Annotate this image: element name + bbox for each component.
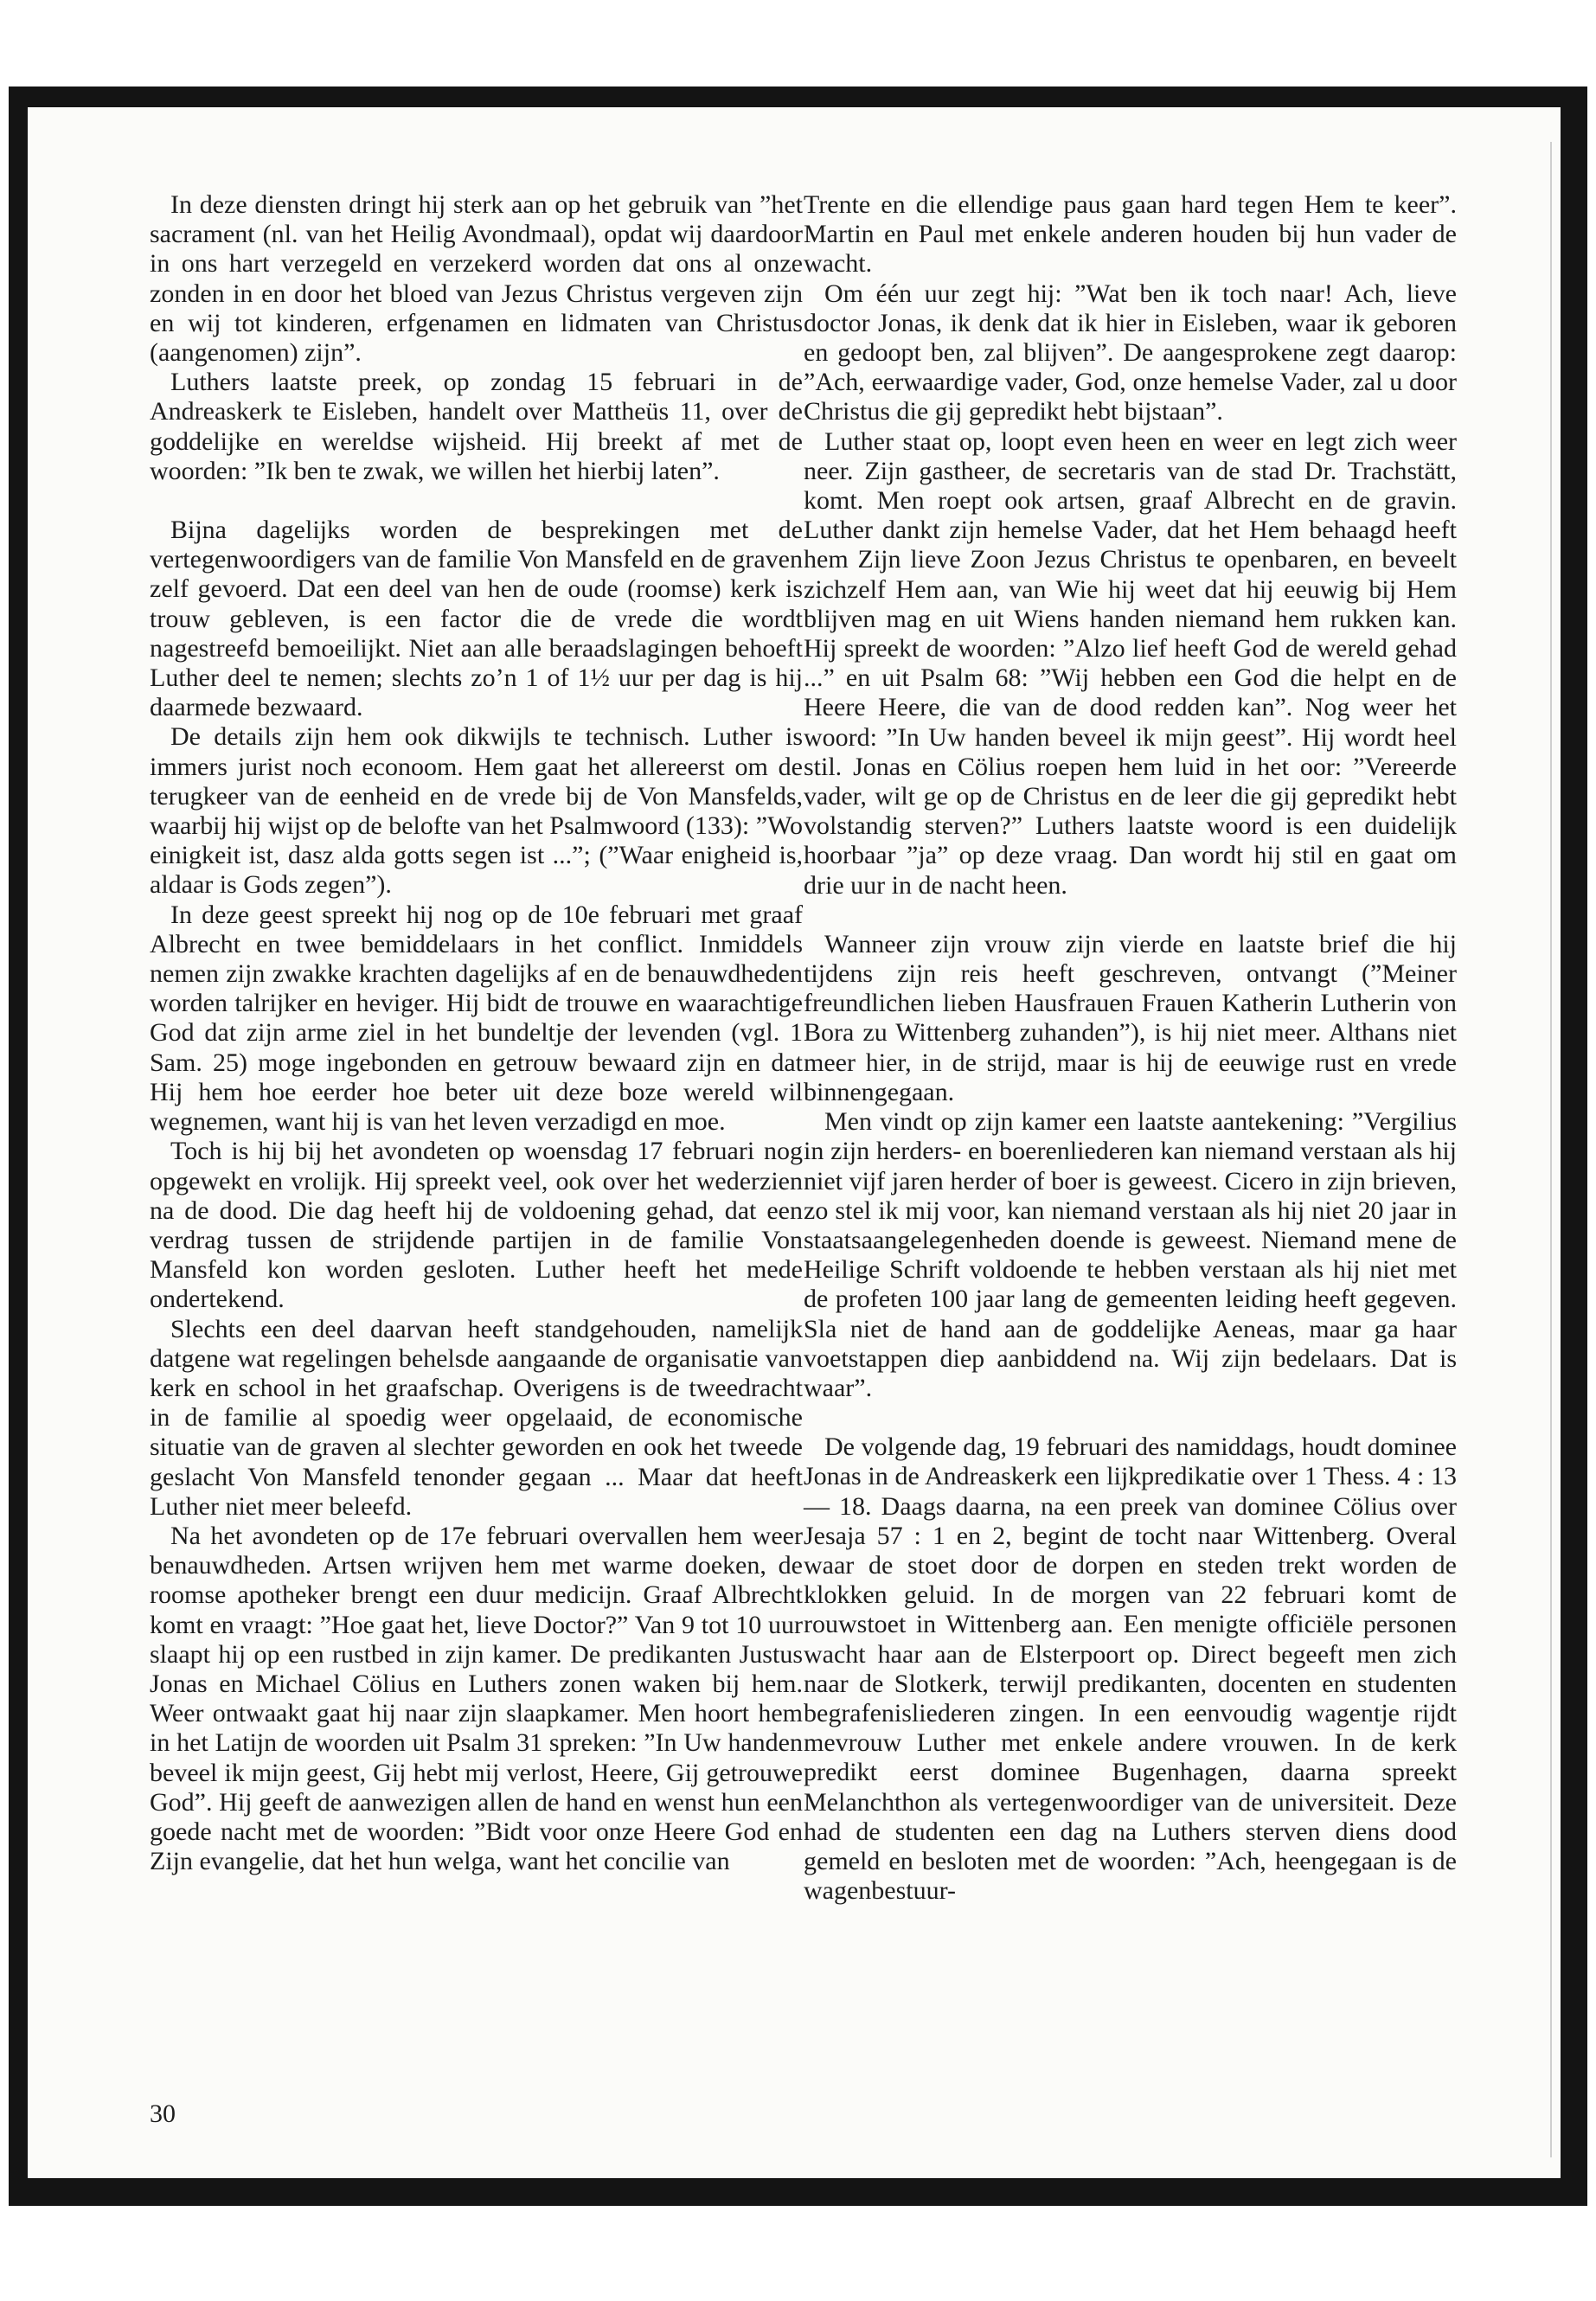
paragraph: In deze geest spreekt hij nog op de 10e februari met graaf Albrecht en twee bemiddelaars in het conflict. Inmiddels nemen zijn zwakke krachten dagelijks af en de benauwdheden worden talrijker en heviger. Hij bidt de trouwe en waarachtige God dat zijn arme ziel in het bundeltje der levenden (vgl. 1 Sam. 25) moge ingebonden en getrouw bewaard zijn en dat Hij hem hoe eerder hoe beter uit deze boze wereld wil wegnemen, want hij is van het leven verzadigd en moe.	[150, 900, 803, 1137]
paragraph: Slechts een deel daarvan heeft standgehouden, namelijk datgene wat regelingen behelsde aangaande de organisatie van kerk en school in het graafschap. Overigens is de tweedracht in de familie al spoedig weer opgelaaid, de economische situatie van de graven al slechter geworden en ook het tweede geslacht Von Mansfeld tenonder gegaan ... Maar dat heeft Luther niet meer beleefd.	[150, 1314, 803, 1521]
paragraph: Luthers laatste preek, op zondag 15 februari in de Andreaskerk te Eisleben, handelt over Mattheüs 11, over de goddelijke en wereldse wijsheid. Hij breekt af met de woorden: ”Ik ben te zwak, we willen het hierbij laten”.	[150, 368, 803, 485]
paragraph: Trente en die ellendige paus gaan hard tegen Hem te keer”. Martin en Paul met enkele anderen houden bij hun vader de wacht.	[804, 190, 1457, 279]
paragraph: De volgende dag, 19 februari des namiddags, houdt dominee Jonas in de Andreaskerk een lijkpredikatie over 1 Thess. 4 : 13 — 18. Daags daarna, na een preek van dominee Cölius over Jesaja 57 : 1 en 2, begint de tocht naar Wittenberg. Overal waar de stoet door de dorpen en steden trekt worden de klokken geluid. In de morgen van 22 februari komt de rouwstoet in Wittenberg aan. Een menigte officiële personen wacht haar aan de Elsterpoort op. Direct begeeft men zich naar de Slotkerk, terwijl predikanten, docenten en studenten begrafenisliederen zingen. In een eenvoudig wagentje rijdt mevrouw Luther met enkele andere vrouwen. In de kerk predikt eerst dominee Bugenhagen, daarna spreekt Melanchthon als vertegenwoordiger van de universiteit. Deze had de studenten een dag na Luthers sterven diens dood gemeld en besloten met de woorden: ”Ach, heengegaan is de wagenbestuur-	[804, 1433, 1457, 1906]
paragraph: In deze diensten dringt hij sterk aan op het gebruik van ”het sacrament (nl. van het Heilig Avondmaal), opdat wij daardoor in ons hart verzegeld en verzekerd worden dat ons al onze zonden in en door het bloed van Jezus Christus vergeven zijn en wij tot kinderen, erfgenamen en lidmaten van Christus (aangenomen) zijn”.	[150, 190, 803, 368]
paragraph: De details zijn hem ook dikwijls te technisch. Luther is immers jurist noch econoom. Hem gaat het allereerst om de terugkeer van de eenheid en de vrede bij de Von Mansfelds, waarbij hij wijst op de belofte van het Psalmwoord (133): ”Wo einigkeit ist, dasz alda gotts segen ist ...”; (”Waar enigheid is, aldaar is Gods zegen”).	[150, 722, 803, 900]
paragraph: Luther staat op, loopt even heen en weer en legt zich weer neer. Zijn gastheer, de secretaris van de stad Dr. Trachstätt, komt. Men roept ook artsen, graaf Albrecht en de gravin. Luther dankt zijn hemelse Vader, dat het Hem behaagd heeft hem Zijn lieve Zoon Jezus Christus te openbaren, en beveelt zichzelf Hem aan, van Wie hij weet dat hij eeuwig bij Hem blijven mag en uit Wiens handen niemand hem rukken kan. Hij spreekt de woorden: ”Alzo lief heeft God de wereld gehad ...” en uit Psalm 68: ”Wij hebben een God die helpt en de Heere Heere, die van de dood redden kan”. Nog weer het woord: ”In Uw handen beveel ik mijn geest”. Hij wordt heel stil. Jonas en Cölius roepen hem luid in het oor: ”Vereerde vader, wilt ge op de Christus en de leer die gij gepredikt hebt volstandig sterven?” Luthers laatste woord is een duidelijk hoorbaar ”ja” op deze vraag. Dan wordt hij stil en gaat om drie uur in de nacht heen.	[804, 426, 1457, 900]
paragraph: Wanneer zijn vrouw zijn vierde en laatste brief die hij tijdens zijn reis heeft geschreven, ontvangt (”Meiner freundlichen lieben Hausfrauen Frauen Katherin Lutherin von Bora zu Wittenberg zuhanden”), is hij niet meer. Althans niet meer hier, in de strijd, maar is hij de eeuwige rust en vrede binnengegaan.	[804, 929, 1457, 1106]
page-number: 30	[150, 2099, 176, 2128]
left-column	[150, 190, 803, 1876]
right-column	[804, 190, 1457, 1906]
scan-border	[9, 87, 1587, 2206]
paragraph: Men vindt op zijn kamer een laatste aantekening: ”Vergilius in zijn herders- en boerenliederen kan niemand verstaan als hij niet vijf jaren herder of boer is geweest. Cicero in zijn brieven, zo stel ik mij voor, kan niemand verstaan als hij niet 20 jaar in staatsaangelegenheden doende is geweest. Niemand mene de Heilige Schrift voldoende te hebben verstaan als hij niet met de profeten 100 jaar lang de gemeenten leiding heeft gegeven. Sla niet de hand aan de goddelijke Aeneas, maar ga haar voetstappen diep aanbiddend na. Wij zijn bedelaars. Dat is waar”.	[804, 1107, 1457, 1402]
paragraph: Bijna dagelijks worden de besprekingen met de vertegenwoordigers van de familie Von Mansfeld en de graven zelf gevoerd. Dat een deel van hen de oude (roomse) kerk is trouw gebleven, is een factor die de vrede die wordt nagestreefd bemoeilijkt. Niet aan alle beraadslagingen behoeft Luther deel te nemen; slechts zo’n 1 of 1½ uur per dag is hij daarmede bezwaard.	[150, 516, 803, 722]
paragraph: Om één uur zegt hij: ”Wat ben ik toch naar! Ach, lieve doctor Jonas, ik denk dat ik hier in Eisleben, waar ik geboren en gedoopt ben, zal blijven”. De aangesprokene zegt daarop: ”Ach, eerwaardige vader, God, onze hemelse Vader, zal u door Christus die gij gepredikt hebt bijstaan”.	[804, 279, 1457, 426]
paragraph: Toch is hij bij het avondeten op woensdag 17 februari nog opgewekt en vrolijk. Hij spreekt veel, ook over het wederzien na de dood. Die dag heeft hij de voldoening gehad, dat een verdrag tussen de strijdende partijen in de familie Von Mansfeld kon worden gesloten. Luther heeft het mede ondertekend.	[150, 1137, 803, 1314]
book-page	[28, 107, 1561, 2178]
page-edge-line	[1550, 142, 1552, 2157]
paragraph: Na het avondeten op de 17e februari overvallen hem weer benauwdheden. Artsen wrijven hem met warme doeken, de roomse apotheker brengt een duur medicijn. Graaf Albrecht komt en vraagt: ”Hoe gaat het, lieve Doctor?” Van 9 tot 10 uur slaapt hij op een rustbed in zijn kamer. De predikanten Justus Jonas en Michael Cölius en Luthers zonen waken bij hem. Weer ontwaakt gaat hij naar zijn slaapkamer. Men hoort hem in het Latijn de woorden uit Psalm 31 spreken: ”In Uw handen beveel ik mijn geest, Gij hebt mij verlost, Heere, Gij getrouwe God”. Hij geeft de aanwezigen allen de hand en wenst hun een goede nacht met de woorden: ”Bidt voor onze Heere God en Zijn evangelie, dat het hun welga, want het concilie van	[150, 1521, 803, 1876]
